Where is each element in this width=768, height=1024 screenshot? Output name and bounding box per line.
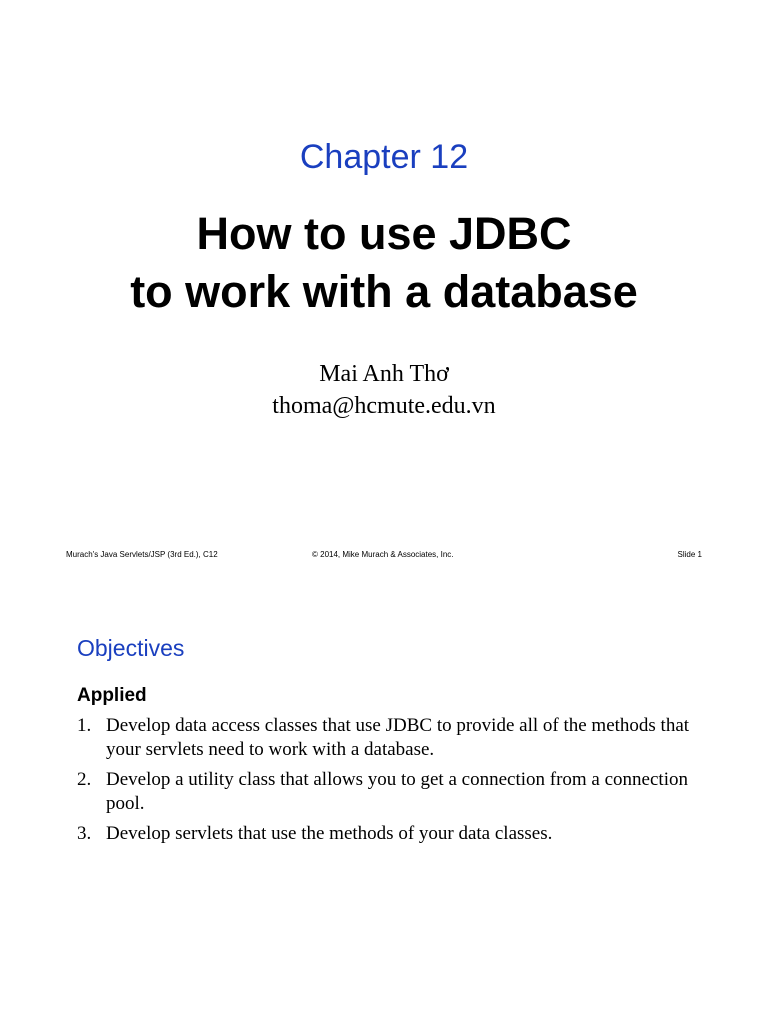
author-block (0, 358, 768, 422)
list-item-text: Develop a utility class that allows you to get a connection from a connection pool. (106, 769, 688, 814)
objectives-list (77, 714, 697, 852)
list-item-text: Develop servlets that use the methods of your data classes. (106, 823, 553, 844)
list-item-number: 2. (77, 769, 92, 790)
footer-slide-number: Slide 1 (677, 550, 702, 559)
list-item-number: 1. (77, 715, 92, 736)
footer-copyright: © 2014, Mike Murach & Associates, Inc. (312, 550, 454, 559)
chapter-label: Chapter 12 (299, 138, 469, 176)
list-item-text: Develop data access classes that use JDBC to provide all of the methods that your servlets need to work with a database. (106, 715, 690, 760)
objectives-heading: Objectives (77, 635, 185, 661)
list-item (77, 714, 697, 762)
slide-title (0, 205, 768, 321)
list-item (77, 768, 697, 816)
slide-title-line-2: to work with a database (130, 266, 638, 317)
list-item (77, 822, 697, 846)
slide-title-line-1: How to use JDBC (196, 208, 572, 259)
slide-footer (66, 548, 702, 562)
list-item-number: 3. (77, 823, 92, 844)
objectives-slide (0, 580, 768, 1024)
author-email: thoma@hcmute.edu.vn (272, 393, 496, 419)
footer-book-title: Murach's Java Servlets/JSP (3rd Ed.), C12 (66, 550, 218, 559)
applied-subheading: Applied (77, 685, 147, 706)
author-name: Mai Anh Thơ (319, 361, 449, 387)
